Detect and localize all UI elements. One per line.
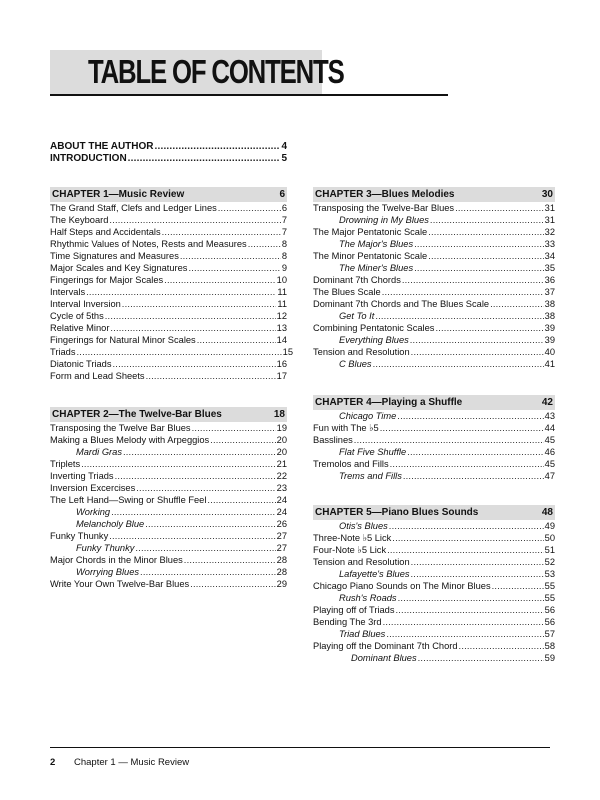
entry-page: 50 bbox=[544, 533, 555, 543]
entry-page: 47 bbox=[544, 471, 555, 481]
toc-subentry[interactable] bbox=[339, 470, 555, 482]
toc-entry[interactable] bbox=[50, 153, 287, 165]
entry-page: 4 bbox=[281, 141, 287, 152]
toc-subentry[interactable] bbox=[76, 506, 287, 518]
entry-label: Chicago Time bbox=[339, 411, 397, 421]
entry-page: 20 bbox=[276, 447, 287, 457]
entry-page: 24 bbox=[276, 495, 287, 505]
entry-page: 8 bbox=[281, 251, 287, 261]
entry-page: 24 bbox=[276, 507, 287, 517]
toc-entry[interactable] bbox=[50, 334, 287, 346]
entry-label: Triads bbox=[50, 347, 76, 357]
entry-page: 31 bbox=[544, 215, 555, 225]
entry-page: 15 bbox=[282, 347, 293, 357]
entry-label: Major Chords in the Minor Blues bbox=[50, 555, 183, 565]
entry-label: Worrying Blues bbox=[76, 567, 140, 577]
entry-label: Playing off of Triads bbox=[313, 605, 395, 615]
chapter-title: CHAPTER 5—Piano Blues Sounds bbox=[315, 507, 479, 518]
entry-label: Transposing the Twelve-Bar Blues bbox=[313, 203, 455, 213]
entry-page: 45 bbox=[544, 435, 555, 445]
entry-label: Chicago Piano Sounds on The Minor Blues bbox=[313, 581, 491, 591]
entry-page: 8 bbox=[281, 239, 287, 249]
entry-page: 58 bbox=[544, 641, 555, 651]
toc-entry[interactable] bbox=[50, 578, 287, 590]
entry-label: Tension and Resolution bbox=[313, 347, 410, 357]
toc-subentry[interactable] bbox=[76, 446, 287, 458]
entry-page: 53 bbox=[544, 569, 555, 579]
toc-entry[interactable] bbox=[50, 358, 287, 370]
toc-entry[interactable] bbox=[50, 310, 287, 322]
toc-subentry[interactable] bbox=[76, 542, 287, 554]
entry-label: Dominant Blues bbox=[351, 653, 417, 663]
toc-entry[interactable] bbox=[50, 202, 287, 214]
toc-subentry[interactable] bbox=[339, 520, 555, 532]
toc-entry[interactable] bbox=[313, 202, 555, 214]
entry-page: 14 bbox=[276, 335, 287, 345]
entry-page: 28 bbox=[276, 555, 287, 565]
entry-label: Time Signatures and Measures bbox=[50, 251, 179, 261]
entry-label: Inversion Excercises bbox=[50, 483, 136, 493]
toc-entry[interactable] bbox=[313, 580, 555, 592]
toc-subentry[interactable] bbox=[351, 652, 555, 664]
entry-page: 40 bbox=[544, 347, 555, 357]
entry-label: Intervals bbox=[50, 287, 86, 297]
chapter-page: 18 bbox=[273, 409, 285, 420]
toc-entry[interactable] bbox=[50, 530, 287, 542]
entry-label: Funky Thunky bbox=[50, 531, 109, 541]
footer-page-number: 2 bbox=[50, 757, 56, 768]
entry-label: The Major's Blues bbox=[339, 239, 414, 249]
entry-page: 19 bbox=[276, 423, 287, 433]
entry-label: Tremolos and Fills bbox=[313, 459, 389, 469]
entry-page: 9 bbox=[281, 263, 287, 273]
entry-label: Otis's Blues bbox=[339, 521, 388, 531]
entry-page: 55 bbox=[544, 593, 555, 603]
toc-entry[interactable] bbox=[50, 274, 287, 286]
entry-page: 20 bbox=[276, 435, 287, 445]
entry-label: Get To It bbox=[339, 311, 375, 321]
entry-page: 51 bbox=[544, 545, 555, 555]
entry-page: 21 bbox=[276, 459, 287, 469]
chapter-page: 42 bbox=[541, 397, 553, 408]
entry-page: 33 bbox=[544, 239, 555, 249]
toc-entry[interactable] bbox=[50, 286, 287, 298]
toc-entry[interactable] bbox=[313, 604, 555, 616]
toc-entry[interactable] bbox=[313, 322, 555, 334]
entry-label: Drowning in My Blues bbox=[339, 215, 429, 225]
entry-page: 56 bbox=[544, 605, 555, 615]
entry-page: 49 bbox=[544, 521, 555, 531]
entry-label: Relative Minor bbox=[50, 323, 110, 333]
toc-entry[interactable] bbox=[313, 458, 555, 470]
entry-label: Basslines bbox=[313, 435, 353, 445]
entry-page: 27 bbox=[276, 543, 287, 553]
toc-subentry[interactable] bbox=[339, 410, 555, 422]
entry-page: 43 bbox=[544, 411, 555, 421]
toc-entry[interactable] bbox=[313, 250, 555, 262]
toc-entry[interactable] bbox=[50, 370, 287, 382]
entry-label: Fingerings for Major Scales bbox=[50, 275, 164, 285]
chapter-heading-2[interactable] bbox=[50, 407, 287, 422]
toc-entry[interactable] bbox=[50, 458, 287, 470]
entry-page: 57 bbox=[544, 629, 555, 639]
entry-label: Major Scales and Key Signatures bbox=[50, 263, 188, 273]
toc-entry[interactable] bbox=[50, 141, 287, 153]
entry-page: 41 bbox=[544, 359, 555, 369]
entry-label: INTRODUCTION bbox=[50, 153, 127, 164]
toc-entry[interactable] bbox=[50, 346, 293, 358]
entry-page: 56 bbox=[544, 617, 555, 627]
toc-entry[interactable] bbox=[313, 346, 555, 358]
entry-label: Diatonic Triads bbox=[50, 359, 112, 369]
chapter-title: CHAPTER 1—Music Review bbox=[52, 189, 185, 200]
toc-entry[interactable] bbox=[50, 494, 287, 506]
toc-subentry[interactable] bbox=[339, 310, 555, 322]
toc-entry[interactable] bbox=[50, 482, 287, 494]
toc-entry[interactable] bbox=[313, 640, 555, 652]
chapter-page: 6 bbox=[279, 189, 285, 200]
entry-page: 39 bbox=[544, 335, 555, 345]
entry-page: 12 bbox=[276, 311, 287, 321]
toc-subentry[interactable] bbox=[76, 566, 287, 578]
toc-entry[interactable] bbox=[50, 554, 287, 566]
entry-page: 16 bbox=[276, 359, 287, 369]
entry-label: Melancholy Blue bbox=[76, 519, 145, 529]
toc-subentry[interactable] bbox=[339, 628, 555, 640]
toc-entry[interactable] bbox=[313, 434, 555, 446]
title-rule bbox=[50, 94, 448, 96]
entry-label: Cycle of 5ths bbox=[50, 311, 104, 321]
entry-label: Inverting Triads bbox=[50, 471, 114, 481]
entry-label: Dominant 7th Chords bbox=[313, 275, 401, 285]
chapter-heading-3[interactable] bbox=[313, 187, 555, 202]
entry-page: 27 bbox=[276, 531, 287, 541]
entry-page: 38 bbox=[544, 299, 555, 309]
toc-entry[interactable] bbox=[313, 556, 555, 568]
entry-page: 10 bbox=[276, 275, 287, 285]
toc-entry[interactable] bbox=[50, 238, 287, 250]
toc-entry[interactable] bbox=[50, 298, 287, 310]
entry-page: 46 bbox=[544, 447, 555, 457]
entry-label: The Keyboard bbox=[50, 215, 109, 225]
entry-label: Triad Blues bbox=[339, 629, 386, 639]
entry-page: 34 bbox=[544, 251, 555, 261]
toc-entry[interactable] bbox=[50, 250, 287, 262]
entry-label: The Blues Scale bbox=[313, 287, 381, 297]
entry-page: 5 bbox=[281, 153, 287, 164]
toc-subentry[interactable] bbox=[339, 358, 555, 370]
entry-label: Playing off the Dominant 7th Chord bbox=[313, 641, 458, 651]
entry-page: 23 bbox=[276, 483, 287, 493]
toc-subentry[interactable] bbox=[339, 262, 555, 274]
entry-page: 44 bbox=[544, 423, 555, 433]
entry-label: The Left Hand—Swing or Shuffle Feel bbox=[50, 495, 207, 505]
entry-page: 31 bbox=[544, 203, 555, 213]
entry-page: 26 bbox=[276, 519, 287, 529]
toc-subentry[interactable] bbox=[339, 446, 555, 458]
entry-label: The Major Pentatonic Scale bbox=[313, 227, 428, 237]
entry-label: Mardi Gras bbox=[76, 447, 122, 457]
entry-label: C Blues bbox=[339, 359, 372, 369]
page-title: TABLE OF CONTENTS bbox=[88, 53, 344, 90]
entry-page: 37 bbox=[544, 287, 555, 297]
entry-label: Half Steps and Accidentals bbox=[50, 227, 161, 237]
toc-entry[interactable] bbox=[50, 226, 287, 238]
toc-entry[interactable] bbox=[50, 262, 287, 274]
entry-label: Fingerings for Natural Minor Scales bbox=[50, 335, 196, 345]
entry-label: Rhythmic Values of Notes, Rests and Measures bbox=[50, 239, 247, 249]
entry-page: 29 bbox=[276, 579, 287, 589]
entry-label: Four-Note ♭5 Lick bbox=[313, 545, 387, 555]
entry-label: The Minor Pentatonic Scale bbox=[313, 251, 428, 261]
entry-page: 39 bbox=[544, 323, 555, 333]
entry-page: 45 bbox=[544, 459, 555, 469]
entry-page: 7 bbox=[281, 215, 287, 225]
toc-subentry[interactable] bbox=[339, 568, 555, 580]
chapter-page: 30 bbox=[541, 189, 553, 200]
entry-label: Making a Blues Melody with Arpeggios bbox=[50, 435, 210, 445]
toc-entry[interactable] bbox=[50, 422, 287, 434]
footer-running-head: Chapter 1 — Music Review bbox=[74, 757, 190, 768]
entry-label: Everything Blues bbox=[339, 335, 409, 345]
chapter-heading-4[interactable] bbox=[313, 395, 555, 410]
entry-label: Bending The 3rd bbox=[313, 617, 382, 627]
entry-label: Lafayette's Blues bbox=[339, 569, 410, 579]
toc-entry[interactable] bbox=[313, 274, 555, 286]
entry-label: Working bbox=[76, 507, 111, 517]
entry-label: ABOUT THE AUTHOR bbox=[50, 141, 154, 152]
entry-page: 7 bbox=[281, 227, 287, 237]
entry-label: Trems and Fills bbox=[339, 471, 402, 481]
toc-entry[interactable] bbox=[50, 322, 287, 334]
toc-entry[interactable] bbox=[313, 422, 555, 434]
toc-entry[interactable] bbox=[313, 226, 555, 238]
entry-page: 32 bbox=[544, 227, 555, 237]
entry-label: Rush's Roads bbox=[339, 593, 397, 603]
entry-label: Transposing the Twelve Bar Blues bbox=[50, 423, 191, 433]
toc-entry[interactable] bbox=[313, 616, 555, 628]
toc-entry[interactable] bbox=[313, 286, 555, 298]
entry-label: Fun with The ♭5 bbox=[313, 423, 379, 433]
chapter-title: CHAPTER 3—Blues Melodies bbox=[315, 189, 455, 200]
toc-entry[interactable] bbox=[313, 544, 555, 556]
entry-page: 13 bbox=[276, 323, 287, 333]
chapter-title: CHAPTER 2—The Twelve-Bar Blues bbox=[52, 409, 222, 420]
entry-label: The Miner's Blues bbox=[339, 263, 414, 273]
entry-page: 17 bbox=[276, 371, 287, 381]
entry-page: 22 bbox=[276, 471, 287, 481]
entry-page: 6 bbox=[281, 203, 287, 213]
entry-label: Dominant 7th Chords and The Blues Scale bbox=[313, 299, 490, 309]
entry-page: 38 bbox=[544, 311, 555, 321]
toc-subentry[interactable] bbox=[339, 214, 555, 226]
footer-rule bbox=[50, 747, 550, 748]
entry-page: 28 bbox=[276, 567, 287, 577]
entry-label: Three-Note ♭5 Lick bbox=[313, 533, 392, 543]
toc-entry[interactable] bbox=[313, 298, 555, 310]
entry-label: Flat Five Shuffle bbox=[339, 447, 407, 457]
entry-page: 52 bbox=[544, 557, 555, 567]
chapter-heading-1[interactable] bbox=[50, 187, 287, 202]
entry-page: 11 bbox=[277, 287, 287, 297]
entry-label: Combining Pentatonic Scales bbox=[313, 323, 435, 333]
chapter-heading-5[interactable] bbox=[313, 505, 555, 520]
toc-subentry[interactable] bbox=[339, 592, 555, 604]
entry-label: Funky Thunky bbox=[76, 543, 135, 553]
chapter-title: CHAPTER 4—Playing a Shuffle bbox=[315, 397, 463, 408]
chapter-page: 48 bbox=[541, 507, 553, 518]
entry-page: 36 bbox=[544, 275, 555, 285]
toc-entry[interactable] bbox=[50, 470, 287, 482]
toc-subentry[interactable] bbox=[339, 334, 555, 346]
entry-page: 11 bbox=[277, 299, 287, 309]
toc-entry[interactable] bbox=[313, 532, 555, 544]
toc-subentry[interactable] bbox=[339, 238, 555, 250]
entry-label: Write Your Own Twelve-Bar Blues bbox=[50, 579, 190, 589]
entry-label: Tension and Resolution bbox=[313, 557, 410, 567]
toc-subentry[interactable] bbox=[76, 518, 287, 530]
toc-entry[interactable] bbox=[50, 214, 287, 226]
entry-page: 55 bbox=[544, 581, 555, 591]
entry-label: The Grand Staff, Clefs and Ledger Lines bbox=[50, 203, 217, 213]
entry-label: Interval Inversion bbox=[50, 299, 121, 309]
entry-page: 35 bbox=[544, 263, 555, 273]
toc-entry[interactable] bbox=[50, 434, 287, 446]
entry-label: Triplets bbox=[50, 459, 81, 469]
entry-label: Form and Lead Sheets bbox=[50, 371, 145, 381]
entry-page: 59 bbox=[544, 653, 555, 663]
